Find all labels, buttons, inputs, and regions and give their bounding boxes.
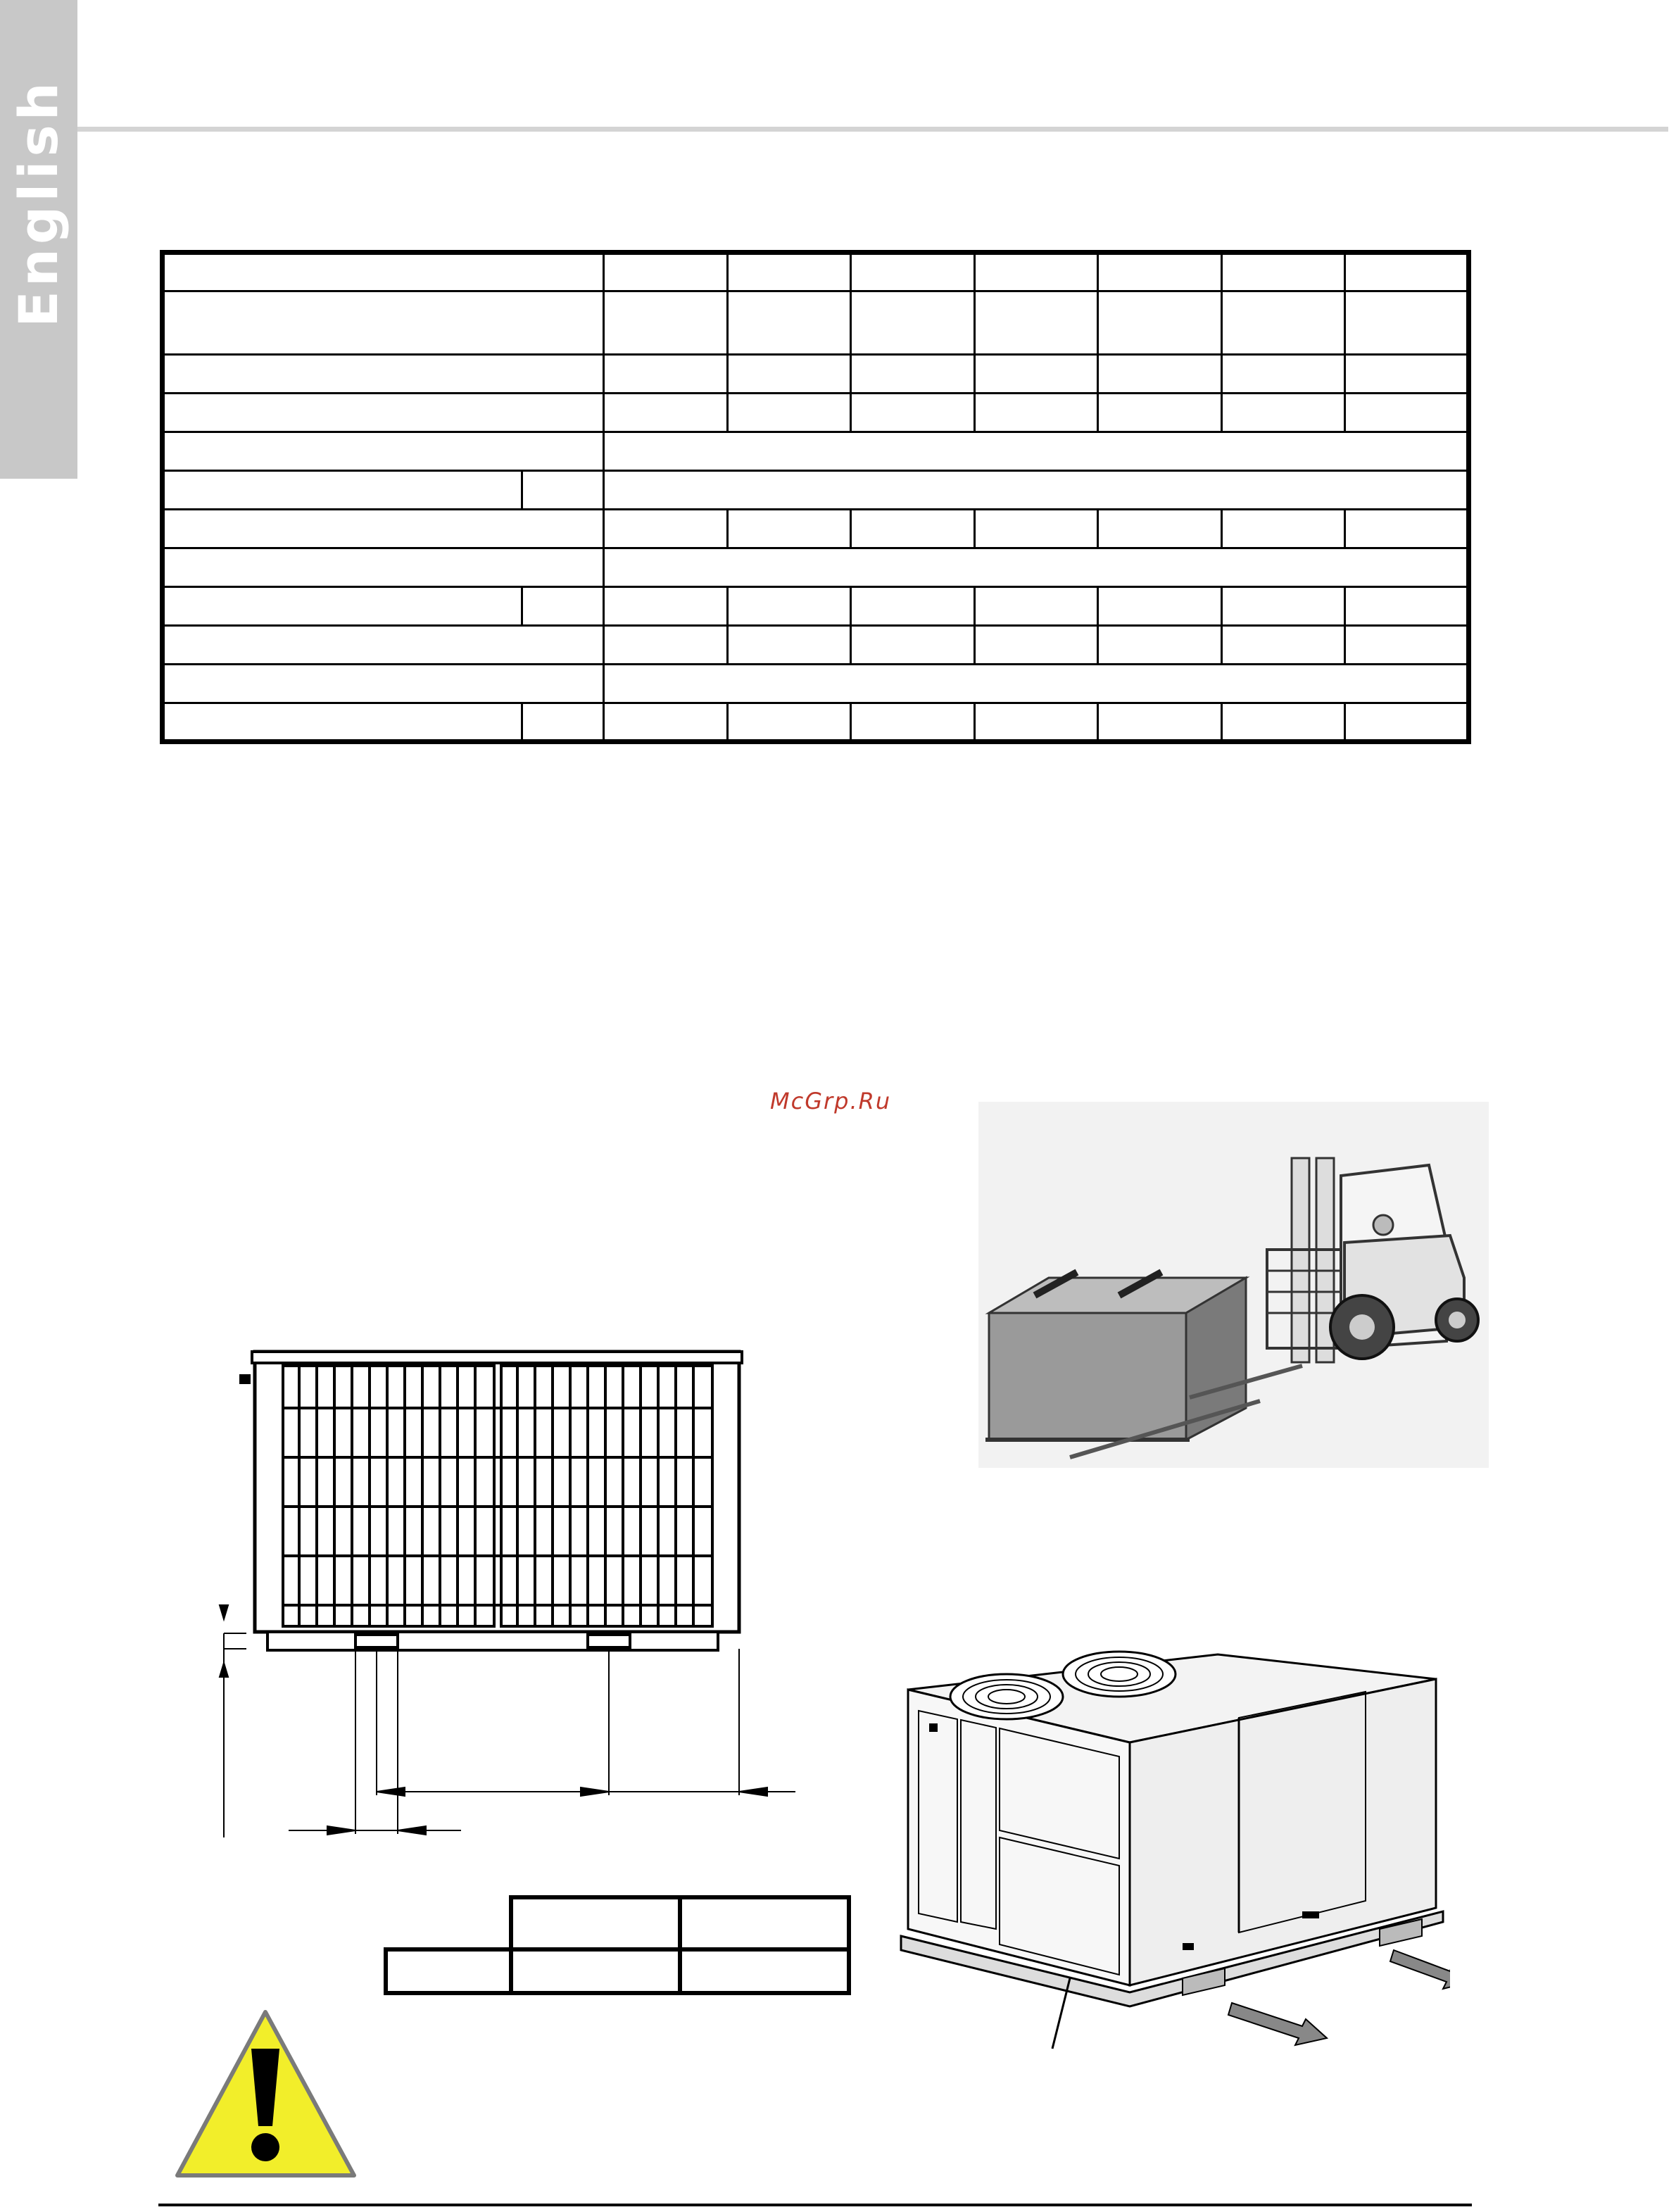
table-row	[163, 291, 1469, 355]
table-row	[163, 471, 1469, 510]
table-row	[386, 1949, 849, 1993]
dimension-table	[384, 1895, 851, 1995]
table-row	[163, 703, 1469, 742]
table-row	[163, 394, 1469, 432]
specification-table	[160, 250, 1471, 744]
condenser-coil-drawing	[218, 1324, 802, 1859]
forklift-crate-illustration	[978, 1102, 1489, 1468]
watermark: McGrp.Ru	[770, 1088, 892, 1114]
header-rule	[77, 127, 1668, 132]
table-row	[163, 587, 1469, 626]
rooftop-unit-illustration	[887, 1640, 1450, 2133]
table-row	[163, 510, 1469, 548]
footer-rule	[158, 2204, 1472, 2206]
table-row	[386, 1897, 849, 1949]
table-row	[163, 432, 1469, 471]
language-label: English	[7, 78, 70, 327]
table-row	[163, 626, 1469, 665]
table-row	[163, 253, 1469, 291]
table-row	[163, 355, 1469, 394]
warning-triangle-icon	[172, 2006, 359, 2182]
table-row	[163, 665, 1469, 703]
language-tab	[0, 0, 77, 479]
table-row	[163, 548, 1469, 587]
